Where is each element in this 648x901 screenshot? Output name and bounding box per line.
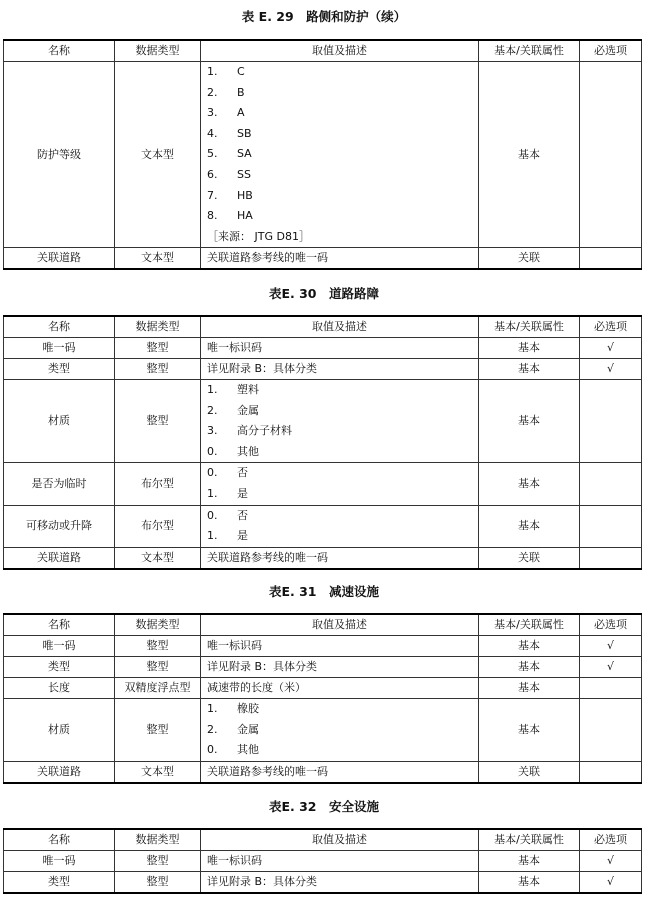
- option-item: [207, 506, 478, 527]
- option-number: 1.: [207, 702, 218, 715]
- option-text: 是: [237, 529, 248, 543]
- header-required: 必选项: [580, 829, 642, 851]
- header-type: 数据类型: [115, 614, 201, 636]
- cell-name: 关联道路: [4, 761, 115, 783]
- header-name: 名称: [4, 614, 115, 636]
- cell-attr: 基本: [479, 872, 580, 894]
- cell-name: 类型: [4, 359, 115, 380]
- option-number: 0.: [207, 444, 218, 458]
- option-number: 2.: [207, 403, 218, 417]
- option-text: 高分子材料: [237, 424, 292, 438]
- option-number: 5.: [207, 147, 218, 161]
- cell-type: 布尔型: [115, 463, 201, 505]
- table-row: [4, 678, 642, 699]
- option-text: 否: [237, 508, 248, 522]
- cell-required: [580, 505, 642, 547]
- option-number: 4.: [207, 126, 218, 140]
- header-required: 必选项: [580, 40, 642, 62]
- option-item: [207, 401, 478, 422]
- cell-desc: [201, 463, 479, 505]
- cell-desc: [201, 380, 479, 463]
- spec-table: [3, 828, 642, 894]
- cell-type: 整型: [115, 636, 201, 657]
- cell-attr: 关联: [479, 248, 580, 270]
- option-text: 其他: [237, 743, 259, 757]
- table-row: [4, 761, 642, 783]
- option-text: 否: [237, 466, 248, 480]
- option-text: SB: [237, 126, 252, 140]
- header-row: [4, 829, 642, 851]
- option-item: [207, 526, 478, 547]
- table-row: [4, 248, 642, 270]
- header-name: 名称: [4, 829, 115, 851]
- header-name: 名称: [4, 316, 115, 338]
- header-type: 数据类型: [115, 829, 201, 851]
- header-desc: 取值及描述: [201, 829, 479, 851]
- header-name: 名称: [4, 40, 115, 62]
- cell-required: √: [580, 657, 642, 678]
- cell-attr: 关联: [479, 761, 580, 783]
- cell-type: 整型: [115, 657, 201, 678]
- cell-name: 是否为临时: [4, 463, 115, 505]
- cell-desc: 详见附录 B：具体分类: [201, 872, 479, 894]
- cell-name: 唯一码: [4, 636, 115, 657]
- cell-type: 双精度浮点型: [115, 678, 201, 699]
- option-number: 3.: [207, 424, 218, 438]
- cell-name: 关联道路: [4, 248, 115, 270]
- cell-name: 关联道路: [4, 547, 115, 569]
- cell-required: √: [580, 636, 642, 657]
- table-row: [4, 699, 642, 762]
- option-item: [207, 186, 478, 207]
- option-text: 是: [237, 486, 248, 500]
- cell-name: 可移动或升降: [4, 505, 115, 547]
- option-number: 1.: [207, 383, 218, 396]
- cell-type: 整型: [115, 359, 201, 380]
- table-row: [4, 505, 642, 547]
- header-attr: 基本/关联属性: [479, 829, 580, 851]
- cell-required: [580, 761, 642, 783]
- option-number: 0.: [207, 743, 218, 757]
- cell-desc: 唯一标识码: [201, 338, 479, 359]
- table-caption: 表E. 32 安全设施: [268, 799, 380, 814]
- option-number: 2.: [207, 85, 218, 99]
- cell-type: 文本型: [115, 761, 201, 783]
- cell-desc: 关联道路参考线的唯一码: [201, 761, 479, 783]
- cell-desc: [201, 699, 479, 762]
- cell-required: √: [580, 851, 642, 872]
- table-row: [4, 657, 642, 678]
- cell-required: [580, 248, 642, 270]
- cell-type: 整型: [115, 699, 201, 762]
- option-text: HA: [237, 209, 253, 223]
- option-number: 0.: [207, 508, 218, 522]
- option-number: 6.: [207, 167, 218, 181]
- cell-required: [580, 463, 642, 505]
- table-row: [4, 380, 642, 463]
- cell-attr: 基本: [479, 463, 580, 505]
- option-text: ［来源： JTG D81］: [207, 229, 310, 243]
- option-text: C: [237, 65, 245, 78]
- header-required: 必选项: [580, 614, 642, 636]
- cell-desc: 详见附录 B：具体分类: [201, 359, 479, 380]
- option-number: 1.: [207, 486, 218, 500]
- cell-type: 文本型: [115, 547, 201, 569]
- option-item: [207, 103, 478, 124]
- cell-type: 整型: [115, 338, 201, 359]
- table-caption: 表 E. 29 路侧和防护（续）: [241, 9, 407, 24]
- table-row: [4, 547, 642, 569]
- cell-attr: 基本: [479, 338, 580, 359]
- option-item: [207, 421, 478, 442]
- cell-type: 文本型: [115, 248, 201, 270]
- option-number: 3.: [207, 106, 218, 120]
- table-row: [4, 872, 642, 894]
- cell-name: 材质: [4, 380, 115, 463]
- header-attr: 基本/关联属性: [479, 40, 580, 62]
- header-attr: 基本/关联属性: [479, 614, 580, 636]
- cell-name: 唯一码: [4, 851, 115, 872]
- header-type: 数据类型: [115, 316, 201, 338]
- cell-type: 整型: [115, 851, 201, 872]
- cell-desc: [201, 505, 479, 547]
- option-item: [207, 442, 478, 463]
- cell-type: 文本型: [115, 62, 201, 248]
- option-item: [207, 62, 478, 83]
- cell-required: √: [580, 338, 642, 359]
- table-row: [4, 338, 642, 359]
- cell-required: [580, 380, 642, 463]
- option-text: 金属: [237, 722, 259, 736]
- option-item: [207, 740, 478, 761]
- header-desc: 取值及描述: [201, 316, 479, 338]
- header-desc: 取值及描述: [201, 614, 479, 636]
- cell-required: [580, 547, 642, 569]
- cell-type: 布尔型: [115, 505, 201, 547]
- option-number: 1.: [207, 529, 218, 543]
- cell-type: 整型: [115, 380, 201, 463]
- cell-name: 类型: [4, 657, 115, 678]
- cell-attr: 基本: [479, 62, 580, 248]
- option-number: 2.: [207, 722, 218, 736]
- cell-required: [580, 62, 642, 248]
- table-caption: 表E. 30 道路路障: [268, 286, 380, 301]
- header-row: [4, 316, 642, 338]
- spec-table: [3, 39, 642, 270]
- cell-required: √: [580, 872, 642, 894]
- option-item: [207, 380, 478, 401]
- option-item: [207, 83, 478, 104]
- table-row: [4, 463, 642, 505]
- option-number: 8.: [207, 209, 218, 223]
- cell-attr: 基本: [479, 505, 580, 547]
- header-required: 必选项: [580, 316, 642, 338]
- header-row: [4, 614, 642, 636]
- table-row: [4, 62, 642, 248]
- cell-desc: 唯一标识码: [201, 851, 479, 872]
- option-text: HB: [237, 188, 253, 202]
- table-row: [4, 636, 642, 657]
- option-item: [207, 699, 478, 720]
- option-text: B: [237, 85, 245, 99]
- cell-desc: 关联道路参考线的唯一码: [201, 248, 479, 270]
- option-item: [207, 124, 478, 145]
- option-text: 其他: [237, 444, 259, 458]
- header-desc: 取值及描述: [201, 40, 479, 62]
- cell-desc: 关联道路参考线的唯一码: [201, 547, 479, 569]
- option-text: 金属: [237, 403, 259, 417]
- option-text: 塑料: [237, 383, 259, 396]
- cell-attr: 基本: [479, 380, 580, 463]
- option-item: [207, 463, 478, 484]
- option-text: A: [237, 106, 245, 120]
- option-number: 0.: [207, 466, 218, 480]
- cell-required: [580, 678, 642, 699]
- option-item: [207, 484, 478, 505]
- option-number: 1.: [207, 65, 218, 78]
- option-text: 橡胶: [237, 702, 259, 715]
- cell-name: 防护等级: [4, 62, 115, 248]
- spec-table: [3, 613, 642, 784]
- header-row: [4, 40, 642, 62]
- cell-desc: 减速带的长度（米）: [201, 678, 479, 699]
- cell-name: 唯一码: [4, 338, 115, 359]
- cell-desc: 唯一标识码: [201, 636, 479, 657]
- option-item: [207, 227, 478, 248]
- cell-attr: 基本: [479, 359, 580, 380]
- cell-type: 整型: [115, 872, 201, 894]
- cell-desc: [201, 62, 479, 248]
- cell-attr: 基本: [479, 636, 580, 657]
- cell-attr: 基本: [479, 851, 580, 872]
- header-attr: 基本/关联属性: [479, 316, 580, 338]
- cell-attr: 关联: [479, 547, 580, 569]
- spec-table: [3, 315, 642, 570]
- table-row: [4, 359, 642, 380]
- table-row: [4, 851, 642, 872]
- table-caption: 表E. 31 减速设施: [268, 584, 380, 599]
- header-type: 数据类型: [115, 40, 201, 62]
- cell-attr: 基本: [479, 699, 580, 762]
- cell-desc: 详见附录 B：具体分类: [201, 657, 479, 678]
- option-item: [207, 206, 478, 227]
- option-text: SA: [237, 147, 252, 161]
- option-item: [207, 144, 478, 165]
- option-text: SS: [237, 167, 251, 181]
- option-number: 7.: [207, 188, 218, 202]
- cell-required: [580, 699, 642, 762]
- cell-attr: 基本: [479, 657, 580, 678]
- cell-name: 材质: [4, 699, 115, 762]
- option-item: [207, 165, 478, 186]
- cell-name: 长度: [4, 678, 115, 699]
- cell-attr: 基本: [479, 678, 580, 699]
- cell-name: 类型: [4, 872, 115, 894]
- option-item: [207, 720, 478, 741]
- cell-required: √: [580, 359, 642, 380]
